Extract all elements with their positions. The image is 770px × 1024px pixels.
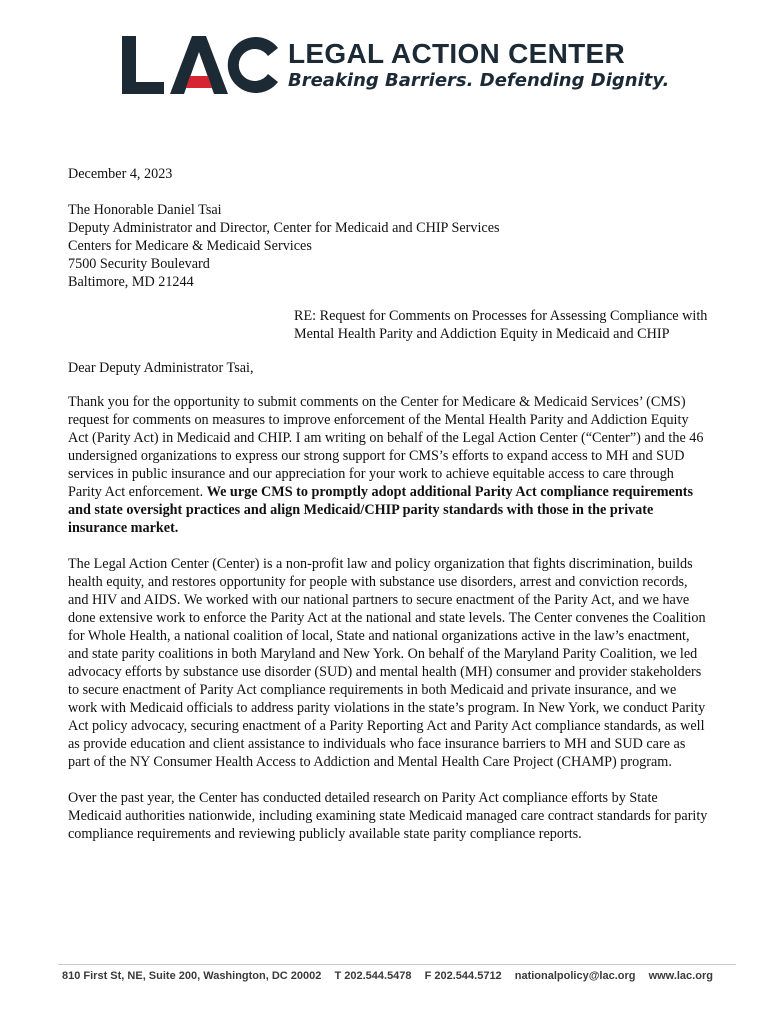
org-name: LEGAL ACTION CENTER [288,38,626,69]
lac-logo-mark [120,34,280,96]
footer-phone: T 202.544.5478 [334,970,412,982]
address-line: 7500 Security Boulevard [68,256,210,272]
letter-date: December 4, 2023 [68,166,173,182]
logo-letter-c [228,37,278,93]
re-line: RE: Request for Comments on Processes for Assessing Compliance with Mental Health Parity and Addiction Equity in Medicaid and CHIP [294,308,708,342]
logo-letter-l [122,36,164,94]
paragraph-2: The Legal Action Center (Center) is a non-profit law and policy organization that fights discrimination, builds health equity, and restores opportunity for people with substance use disorders, arrest and conviction records, and HIV and AIDS. We worked with our national partners to secure enactment of the Parity Act, and we have done extensive work to enforce the Parity Act at the national and state levels. The Center convenes the Coalition for Whole Health, a national coalition of local, State and national organizations active in the law’s enactment, and state parity coalitions in both Maryland and New York. On behalf of the Maryland Parity Coalition, we led advocacy efforts by substance use disorder (SUD) and mental health (MH) consumer and provider stakeholders to secure enactment of Parity Act compliance requirements in both Medicaid and private insurance, and we work with Medicaid officials to address parity violations in the state’s program. In New York, we conduct Parity Act policy advocacy, securing enactment of a Parity Reporting Act and Parity Act compliance standards, as well as provide education and client assistance to individuals who face insurance barriers to MH and SUD care as part of the NY Consumer Health Access to Addiction and Mental Health Care Project (CHAMP) program. [68,556,706,770]
footer-email: nationalpolicy@lac.org [514,970,636,982]
lac-logo [120,34,670,96]
footer [62,970,742,982]
footer-divider [58,964,736,965]
address-line: The Honorable Daniel Tsai [68,202,222,218]
recipient-address [68,201,708,291]
address-line: Centers for Medicare & Medicaid Services [68,238,312,254]
salutation: Dear Deputy Administrator Tsai, [68,360,254,376]
paragraph-1-emphasis: We urge CMS to promptly adopt additional Parity Act compliance requirements and state oversight practices and align Medicaid/CHIP parity standards with those in the private insurance market. [68,484,693,536]
footer-fax: F 202.544.5712 [424,970,502,982]
paragraph-1-text: Thank you for the opportunity to submit comments on the Center for Medicare & Medicaid Services’ (CMS) request for comments on measures to improve enforcement of the Mental Health Parity and Addiction Equity Act (Parity Act) in Medicaid and CHIP. I am writing on behalf of the Legal Action Center (“Center”) and the 46 undersigned organizations to express our strong support for CMS’s efforts to expand access to MH and SUD services in public insurance and our appreciation for your work to achieve equitable access to care through Parity Act enforcement. [68,394,704,500]
footer-website: www.lac.org [648,970,713,982]
address-line: Deputy Administrator and Director, Center for Medicaid and CHIP Services [68,220,500,236]
paragraph-1 [68,393,708,537]
letter-body [68,165,708,861]
logo-a-accent [186,76,212,88]
address-line: Baltimore, MD 21244 [68,274,194,290]
org-tagline: Breaking Barriers. Defending Dignity. [288,70,670,91]
footer-address: 810 First St, NE, Suite 200, Washington, DC 20002 [62,970,322,982]
paragraph-3: Over the past year, the Center has conducted detailed research on Parity Act compliance efforts by State Medicaid authorities nationwide, including examining state Medicaid managed care contract standards for parity compliance requirements and reviewing publicly available state parity compliance reports. [68,790,708,842]
